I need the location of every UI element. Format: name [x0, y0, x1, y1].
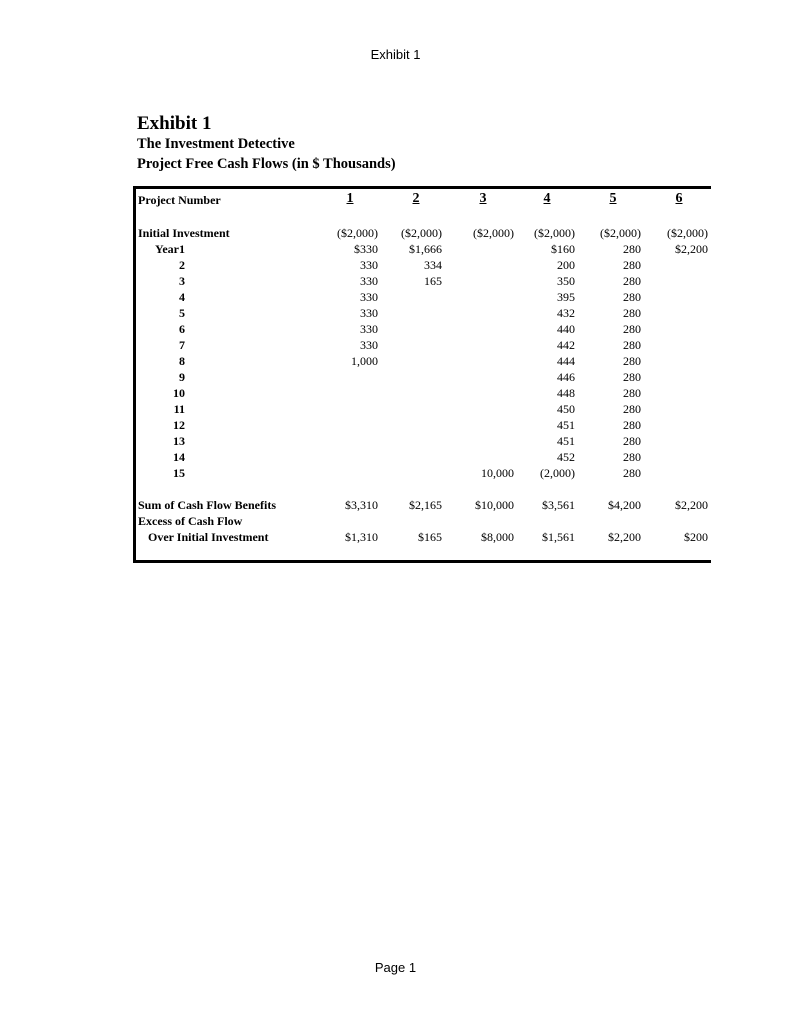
excess-value-4: $1,561: [542, 530, 575, 544]
cash-flow-cell: 448: [557, 386, 575, 400]
initial-investment-4: ($2,000): [534, 226, 575, 240]
cash-flow-cell: $330: [354, 242, 378, 256]
table-top-border: [133, 186, 711, 189]
exhibit-title: Exhibit 1: [137, 113, 212, 134]
year-number: 15: [173, 466, 185, 480]
year-number: 10: [173, 386, 185, 400]
cash-flow-cell: 280: [623, 258, 641, 272]
cash-flow-cell: 200: [557, 258, 575, 272]
cash-flow-cell: 280: [623, 466, 641, 480]
cash-flow-cell: 451: [557, 418, 575, 432]
cash-flow-cell: 330: [360, 338, 378, 352]
sum-value-4: $3,561: [542, 498, 575, 512]
cash-flow-cell: 330: [360, 290, 378, 304]
excess-value-6: $200: [684, 530, 708, 544]
project-number-header: Project Number: [138, 193, 221, 207]
excess-value-2: $165: [418, 530, 442, 544]
cash-flow-cell: 280: [623, 290, 641, 304]
year-number: 1: [179, 242, 185, 256]
cash-flow-cell: 440: [557, 322, 575, 336]
page-footer: Page 1: [374, 960, 417, 975]
cash-flow-cell: $2,200: [675, 242, 708, 256]
project-number-1: 1: [346, 191, 354, 206]
exhibit-subtitle: The Investment Detective: [137, 136, 295, 152]
initial-investment-2: ($2,000): [401, 226, 442, 240]
project-number-5: 5: [609, 191, 617, 206]
sum-value-5: $4,200: [608, 498, 641, 512]
project-number-6: 6: [675, 191, 683, 206]
initial-investment-5: ($2,000): [600, 226, 641, 240]
excess-value-5: $2,200: [608, 530, 641, 544]
sum-value-3: $10,000: [475, 498, 514, 512]
cash-flow-cell: 444: [557, 354, 575, 368]
year-number: 6: [179, 322, 185, 336]
initial-investment-3: ($2,000): [473, 226, 514, 240]
excess-label-line2: Over Initial Investment: [148, 530, 269, 544]
year-label: Year: [155, 242, 179, 256]
cash-flow-cell: 330: [360, 322, 378, 336]
cash-flow-cell: 330: [360, 274, 378, 288]
cash-flow-cell: 334: [424, 258, 442, 272]
cash-flow-cell: 451: [557, 434, 575, 448]
cash-flow-cell: 330: [360, 306, 378, 320]
year-number: 2: [179, 258, 185, 272]
cash-flow-cell: $160: [551, 242, 575, 256]
project-number-2: 2: [412, 191, 420, 206]
sum-value-1: $3,310: [345, 498, 378, 512]
cash-flow-cell: 165: [424, 274, 442, 288]
cash-flow-cell: 280: [623, 242, 641, 256]
year-number: 9: [179, 370, 185, 384]
year-number: 8: [179, 354, 185, 368]
cash-flow-cell: 280: [623, 418, 641, 432]
cash-flow-cell: 280: [623, 450, 641, 464]
cash-flow-cell: 330: [360, 258, 378, 272]
excess-value-3: $8,000: [481, 530, 514, 544]
year-number: 13: [173, 434, 185, 448]
initial-investment-label: Initial Investment: [138, 226, 230, 240]
sum-value-2: $2,165: [409, 498, 442, 512]
excess-label-line1: Excess of Cash Flow: [138, 514, 243, 528]
cash-flow-cell: 452: [557, 450, 575, 464]
year-number: 7: [179, 338, 185, 352]
cash-flow-cell: 280: [623, 370, 641, 384]
cash-flow-cell: 280: [623, 354, 641, 368]
year-number: 3: [179, 274, 185, 288]
cash-flow-cell: 446: [557, 370, 575, 384]
cash-flow-cell: 450: [557, 402, 575, 416]
year-number: 11: [173, 402, 185, 416]
year-number: 5: [179, 306, 185, 320]
cash-flow-cell: 350: [557, 274, 575, 288]
cash-flow-cell: 280: [623, 306, 641, 320]
cash-flow-cell: 280: [623, 434, 641, 448]
cash-flow-cell: 280: [623, 322, 641, 336]
initial-investment-1: ($2,000): [337, 226, 378, 240]
cash-flow-cell: 280: [623, 402, 641, 416]
project-number-4: 4: [543, 191, 551, 206]
exhibit-units-title: Project Free Cash Flows (in $ Thousands): [137, 156, 396, 172]
cash-flow-cell: 1,000: [351, 354, 378, 368]
page-header: Exhibit 1: [370, 47, 421, 62]
year-number: 12: [173, 418, 185, 432]
table-left-border: [133, 186, 136, 563]
cash-flow-cell: 395: [557, 290, 575, 304]
year-number: 14: [173, 450, 185, 464]
table-bottom-border: [133, 560, 711, 563]
cash-flow-cell: 280: [623, 338, 641, 352]
cash-flow-cell: $1,666: [409, 242, 442, 256]
initial-investment-6: ($2,000): [667, 226, 708, 240]
excess-value-1: $1,310: [345, 530, 378, 544]
project-number-3: 3: [479, 191, 487, 206]
sum-value-6: $2,200: [675, 498, 708, 512]
cash-flow-cell: 442: [557, 338, 575, 352]
cash-flow-cell: 10,000: [481, 466, 514, 480]
cash-flow-cell: 280: [623, 386, 641, 400]
cash-flow-cell: 432: [557, 306, 575, 320]
year-number: 4: [179, 290, 185, 304]
cash-flow-cell: 280: [623, 274, 641, 288]
sum-label: Sum of Cash Flow Benefits: [138, 498, 277, 512]
cash-flow-cell: (2,000): [540, 466, 575, 480]
